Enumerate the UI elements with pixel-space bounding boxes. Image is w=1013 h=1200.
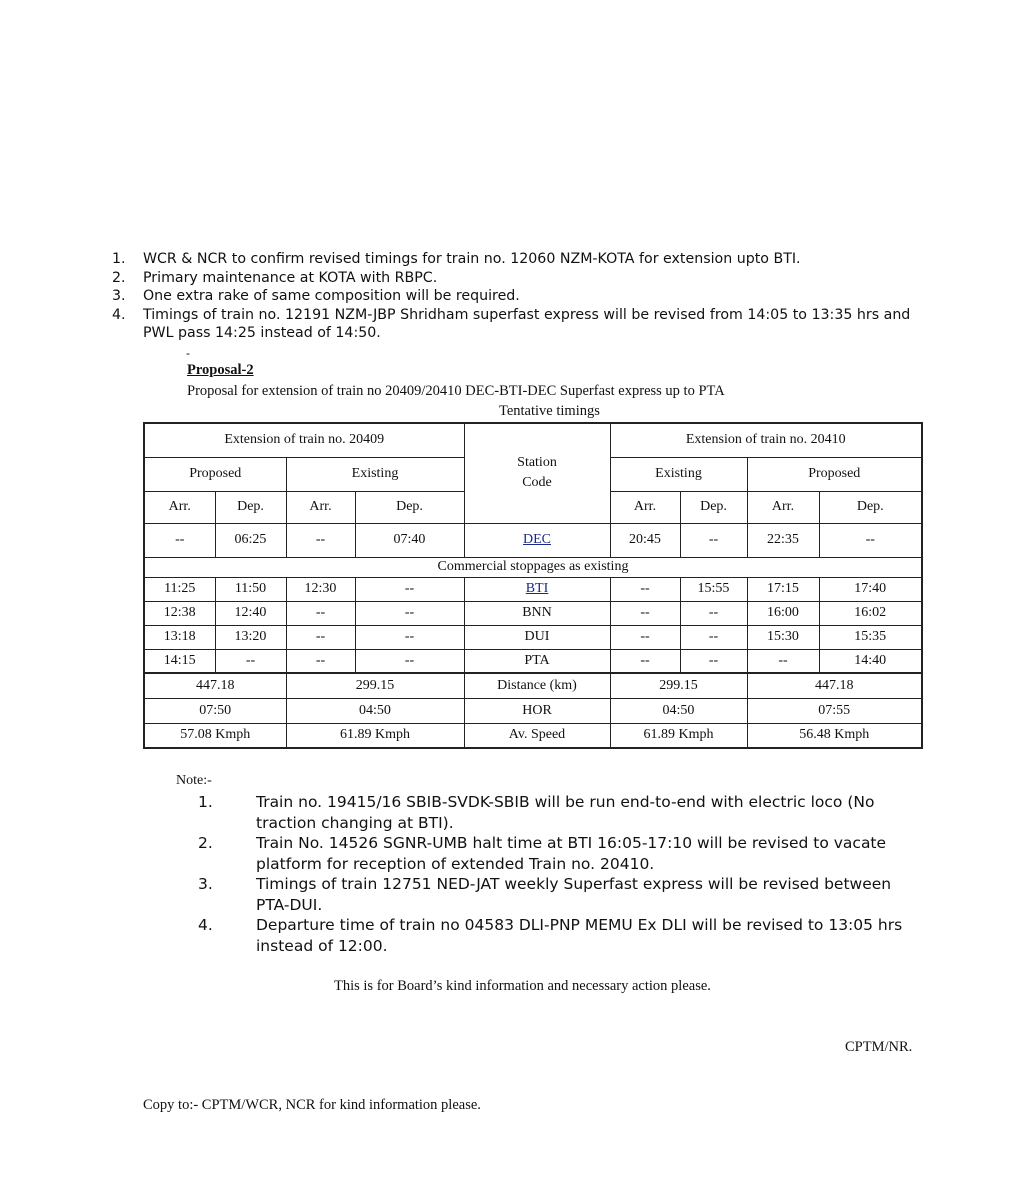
commercial-stoppages-note: Commercial stoppages as existing <box>144 557 922 577</box>
table-cell: 20:45 <box>610 523 680 557</box>
notes-list <box>196 792 916 956</box>
table-cell: 17:15 <box>747 577 819 601</box>
table-cell: 11:25 <box>144 577 215 601</box>
dep-header: Dep. <box>680 491 747 523</box>
dep-header: Dep. <box>819 491 922 523</box>
table-cell: 299.15 <box>610 673 747 698</box>
existing-header: Existing <box>286 457 464 491</box>
table-cell: 13:20 <box>215 625 286 649</box>
note-item <box>196 874 916 915</box>
table-cell: -- <box>355 649 464 673</box>
note-number: 2. <box>198 834 213 852</box>
copy-to-line: Copy to:- CPTM/WCR, NCR for kind information please. <box>143 1097 481 1113</box>
distance-row <box>144 673 922 698</box>
table-cell: -- <box>144 523 215 557</box>
action-point <box>112 269 922 288</box>
table-cell: 16:02 <box>819 601 922 625</box>
table-cell: -- <box>355 577 464 601</box>
point-text: Primary maintenance at KOTA with RBPC. <box>143 269 438 286</box>
table-cell: 12:40 <box>215 601 286 625</box>
arr-header: Arr. <box>286 491 355 523</box>
closing-line: This is for Board’s kind information and necessary action please. <box>334 978 711 994</box>
table-cell: 56.48 Kmph <box>747 723 922 748</box>
station-cell <box>464 577 610 601</box>
arr-header: Arr. <box>144 491 215 523</box>
table-cell: -- <box>286 625 355 649</box>
action-point <box>112 250 922 269</box>
tentative-timings-label: Tentative timings <box>499 403 600 419</box>
station-cell: PTA <box>464 649 610 673</box>
table-cell: -- <box>355 625 464 649</box>
timing-table <box>143 422 923 749</box>
table-cell: -- <box>680 523 747 557</box>
arr-header: Arr. <box>747 491 819 523</box>
table-row <box>144 601 922 625</box>
note-item <box>196 833 916 874</box>
station-link-bti[interactable]: BTI <box>525 581 549 596</box>
table-cell: 11:50 <box>215 577 286 601</box>
hor-row <box>144 698 922 723</box>
row-label: Distance (km) <box>464 673 610 698</box>
table-cell: -- <box>680 649 747 673</box>
table-cell: -- <box>610 625 680 649</box>
dec-row <box>144 523 922 557</box>
station-link-dec[interactable]: DEC <box>523 532 551 547</box>
note-label: Note:- <box>176 773 212 788</box>
note-item <box>196 792 916 833</box>
action-point <box>112 306 922 343</box>
existing-header: Existing <box>610 457 747 491</box>
table-cell: 57.08 Kmph <box>144 723 286 748</box>
station-code-header: Station Code <box>464 423 610 523</box>
point-number: 3. <box>112 288 126 304</box>
table-cell: -- <box>747 649 819 673</box>
table-cell: -- <box>610 649 680 673</box>
note-item <box>196 915 916 956</box>
station-cell: BNN <box>464 601 610 625</box>
table-row <box>144 625 922 649</box>
table-cell: 447.18 <box>747 673 922 698</box>
signature: CPTM/NR. <box>845 1039 913 1055</box>
note-text: Departure time of train no 04583 DLI-PNP MEMU Ex DLI will be revised to 13:05 hrs instead of 12:00. <box>256 916 903 955</box>
point-number: 4. <box>112 306 126 323</box>
table-cell: -- <box>819 523 922 557</box>
table-cell: 14:40 <box>819 649 922 673</box>
table-cell: 61.89 Kmph <box>610 723 747 748</box>
speed-row <box>144 723 922 748</box>
proposal-description: Proposal for extension of train no 20409/20410 DEC-BTI-DEC Superfast express up to PTA <box>187 383 725 399</box>
table-cell: 12:38 <box>144 601 215 625</box>
table-cell: 07:55 <box>747 698 922 723</box>
table-cell: -- <box>215 649 286 673</box>
station-cell <box>464 523 610 557</box>
table-cell: 07:40 <box>355 523 464 557</box>
table-cell: -- <box>610 577 680 601</box>
table-cell: 22:35 <box>747 523 819 557</box>
table-cell: 17:40 <box>819 577 922 601</box>
point-text: WCR & NCR to confirm revised timings for train no. 12060 NZM-KOTA for extension upto BTI. <box>143 251 801 267</box>
table-cell: -- <box>286 523 355 557</box>
row-label: Av. Speed <box>464 723 610 748</box>
table-cell: 61.89 Kmph <box>286 723 464 748</box>
table-cell: 14:15 <box>144 649 215 673</box>
table-cell: -- <box>286 649 355 673</box>
proposal-title: Proposal-2 <box>187 362 254 378</box>
table-cell: -- <box>680 601 747 625</box>
dep-header: Dep. <box>215 491 286 523</box>
action-point <box>112 287 922 306</box>
table-cell: 15:35 <box>819 625 922 649</box>
point-number: 2. <box>112 269 126 286</box>
table-cell: 06:25 <box>215 523 286 557</box>
table-cell: -- <box>610 601 680 625</box>
row-label: HOR <box>464 698 610 723</box>
point-number: 1. <box>112 251 126 267</box>
table-row <box>144 577 922 601</box>
table-cell: 04:50 <box>286 698 464 723</box>
table-cell: 04:50 <box>610 698 747 723</box>
table-cell: 15:30 <box>747 625 819 649</box>
table-cell: -- <box>286 601 355 625</box>
group-header-20409: Extension of train no. 20409 <box>144 423 464 457</box>
table-cell: 16:00 <box>747 601 819 625</box>
table-cell: 12:30 <box>286 577 355 601</box>
proposed-header: Proposed <box>144 457 286 491</box>
station-cell: DUI <box>464 625 610 649</box>
point-text: One extra rake of same composition will be required. <box>143 288 520 304</box>
dep-header: Dep. <box>355 491 464 523</box>
table-cell: 07:50 <box>144 698 286 723</box>
group-header-20410: Extension of train no. 20410 <box>610 423 922 457</box>
note-text: Train No. 14526 SGNR-UMB halt time at BTI 16:05-17:10 will be revised to vacate platform for reception of extended Train no. 20410. <box>256 834 887 873</box>
table-cell: 447.18 <box>144 673 286 698</box>
note-text: Timings of train 12751 NED-JAT weekly Superfast express will be revised between PTA-DUI. <box>256 875 892 914</box>
table-cell: 15:55 <box>680 577 747 601</box>
note-number: 1. <box>198 793 213 811</box>
table-cell: -- <box>680 625 747 649</box>
table-row <box>144 649 922 673</box>
stray-dash: - <box>186 346 190 360</box>
note-text: Train no. 19415/16 SBIB-SVDK-SBIB will be run end-to-end with electric loco (No traction changing at BTI). <box>256 793 875 832</box>
table-cell: -- <box>355 601 464 625</box>
proposed-header: Proposed <box>747 457 922 491</box>
arr-header: Arr. <box>610 491 680 523</box>
point-text: Timings of train no. 12191 NZM-JBP Shridham superfast express will be revised from 14:05 to 13:35 hrs and PWL pass 14:25 instead of 14:50. <box>143 306 911 341</box>
note-number: 4. <box>198 916 213 934</box>
table-cell: 299.15 <box>286 673 464 698</box>
table-cell: 13:18 <box>144 625 215 649</box>
note-number: 3. <box>198 875 213 893</box>
action-points-list <box>112 250 922 343</box>
